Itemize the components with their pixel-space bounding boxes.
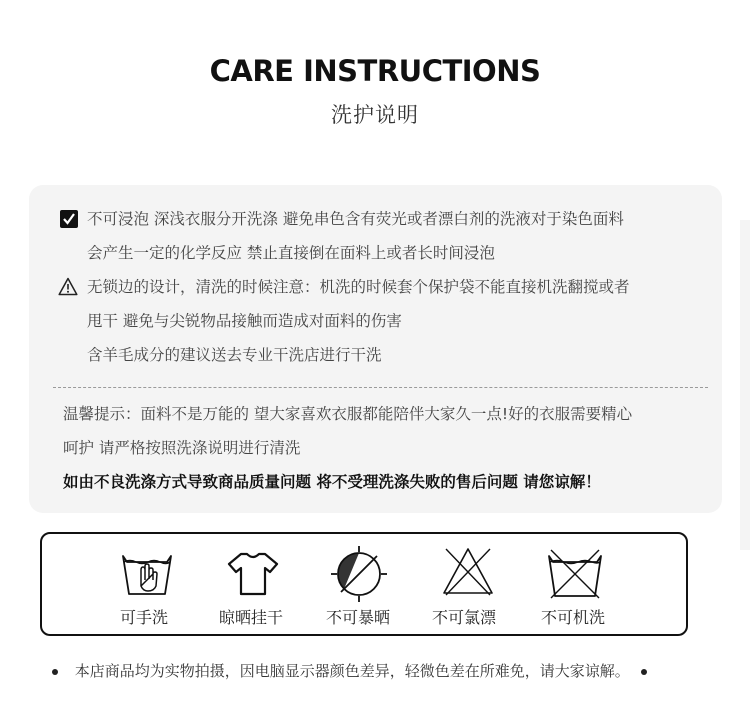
warning-icon (58, 277, 78, 300)
checkbox-icon (60, 210, 78, 228)
footer-note (52, 660, 712, 681)
care-label-no-sun: 不可暴晒 (326, 608, 391, 627)
tip-line-3: 如由不良洗涤方式导致商品质量问题 将不受理洗涤失败的售后问题 请您谅解！ (63, 473, 601, 491)
dashed-divider (53, 387, 708, 388)
instruction-line-2: 会产生一定的化学反应 禁止直接倒在面料上或者长时间浸泡 (87, 244, 495, 262)
no-bleach-icon (428, 546, 508, 598)
care-label-hand-wash: 可手洗 (120, 608, 169, 627)
page-subtitle: 洗护说明 (331, 103, 419, 127)
instruction-line-5: 含羊毛成分的建议送去专业干洗店进行干洗 (87, 346, 382, 364)
care-label-no-bleach: 不可氯漂 (432, 608, 497, 627)
bullet-icon (52, 669, 58, 675)
instruction-line-1: 不可浸泡 深浅衣服分开洗涤 避免串色含有荧光或者漂白剂的洗液对于染色面料 (87, 210, 624, 228)
bullet-icon (641, 669, 647, 675)
page-title: CARE INSTRUCTIONS (209, 54, 541, 88)
instruction-line-3: 无锁边的设计，清洗的时候注意：机洗的时候套个保护袋不能直接机洗翻搅或者 (87, 278, 630, 296)
care-label-no-machine-wash: 不可机洗 (541, 608, 606, 627)
footer-note-text: 本店商品均为实物拍摄，因电脑显示器颜色差异，轻微色差在所难免，请大家谅解。 (74, 662, 630, 680)
tip-line-1: 温馨提示：面料不是万能的 望大家喜欢衣服都能陪伴大家久一点!好的衣服需要精心 (63, 405, 633, 423)
dry-in-shade-icon (213, 550, 293, 598)
care-label-dry-in-shade: 晾晒挂干 (219, 608, 284, 627)
no-machine-wash-icon (535, 548, 615, 600)
instruction-line-4: 甩干 避免与尖锐物品接触而造成对面料的伤害 (87, 312, 402, 330)
hand-wash-icon (107, 550, 187, 598)
side-panel-edge (740, 220, 750, 550)
no-sun-exposure-icon (319, 544, 399, 604)
tip-line-2: 呵护 请严格按照洗涤说明进行清洗 (63, 439, 301, 457)
